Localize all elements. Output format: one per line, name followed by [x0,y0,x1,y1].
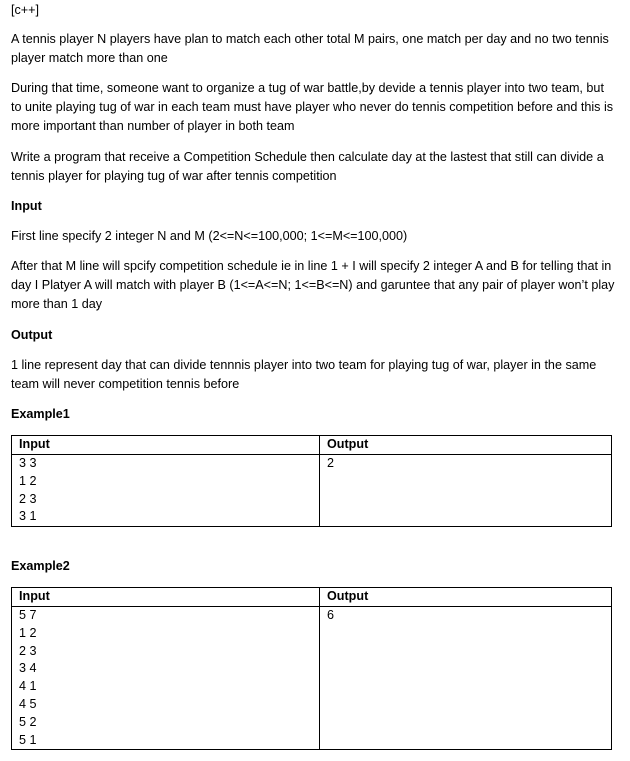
table-row [12,455,612,527]
problem-paragraph-1: A tennis player N players have plan to match each other total M pairs, one match per day and no two tennis player match more than one [11,32,609,65]
input-heading: Input [11,199,42,213]
input-line: 1 2 [19,473,37,488]
example2-input-header: Input [12,588,320,607]
input-line: 3 4 [19,661,37,676]
input-line: 3 3 [19,456,37,470]
example1-table [11,435,612,527]
example2-output-cell: 6 [320,607,612,750]
input-line: 4 5 [19,696,37,711]
table-row [12,607,612,750]
input-line: 2 3 [19,491,37,506]
example1-title: Example1 [11,407,70,421]
table-header-row [12,588,612,607]
input-description-1: First line specify 2 integer N and M (2<=N<=100,000; 1<=M<=100,000) [11,229,408,243]
example2-input-cell [12,607,320,750]
input-line: 2 3 [19,643,37,658]
example2-table [11,587,612,750]
example1-output-header: Output [320,436,612,455]
language-tag: [c++] [11,3,40,17]
input-line: 3 1 [19,509,37,524]
problem-paragraph-3: Write a program that receive a Competition Schedule then calculate day at the lastest that still can divide a tennis player for playing tug of war after tennis competition [11,150,604,183]
input-description-2: After that M line will spcify competition schedule ie in line 1 + I will specify 2 integer A and B for telling that in day I Platyer A will match with player B (1<=A<=N; 1<=B<=N) and garuntee that any pair of player won’t play more than 1 day [11,259,615,311]
input-line: 5 7 [19,608,37,622]
example1-input-header: Input [12,436,320,455]
example2-title: Example2 [11,559,70,573]
input-line: 1 2 [19,625,37,640]
example1-input-cell [12,455,320,527]
example2-output-header: Output [320,588,612,607]
example1-output-cell: 2 [320,455,612,527]
table-header-row [12,436,612,455]
problem-paragraph-2: During that time, someone want to organize a tug of war battle,by devide a tennis player into two team, but to unite playing tug of war in each team must have player who never do tennis competition before and this is more important than number of player in both team [11,81,614,133]
output-description: 1 line represent day that can divide tennnis player into two team for playing tug of war, player in the same team will never competition tennis before [11,358,597,391]
input-line: 5 1 [19,732,37,747]
input-line: 5 2 [19,714,37,729]
output-heading: Output [11,328,53,342]
input-line: 4 1 [19,679,37,694]
